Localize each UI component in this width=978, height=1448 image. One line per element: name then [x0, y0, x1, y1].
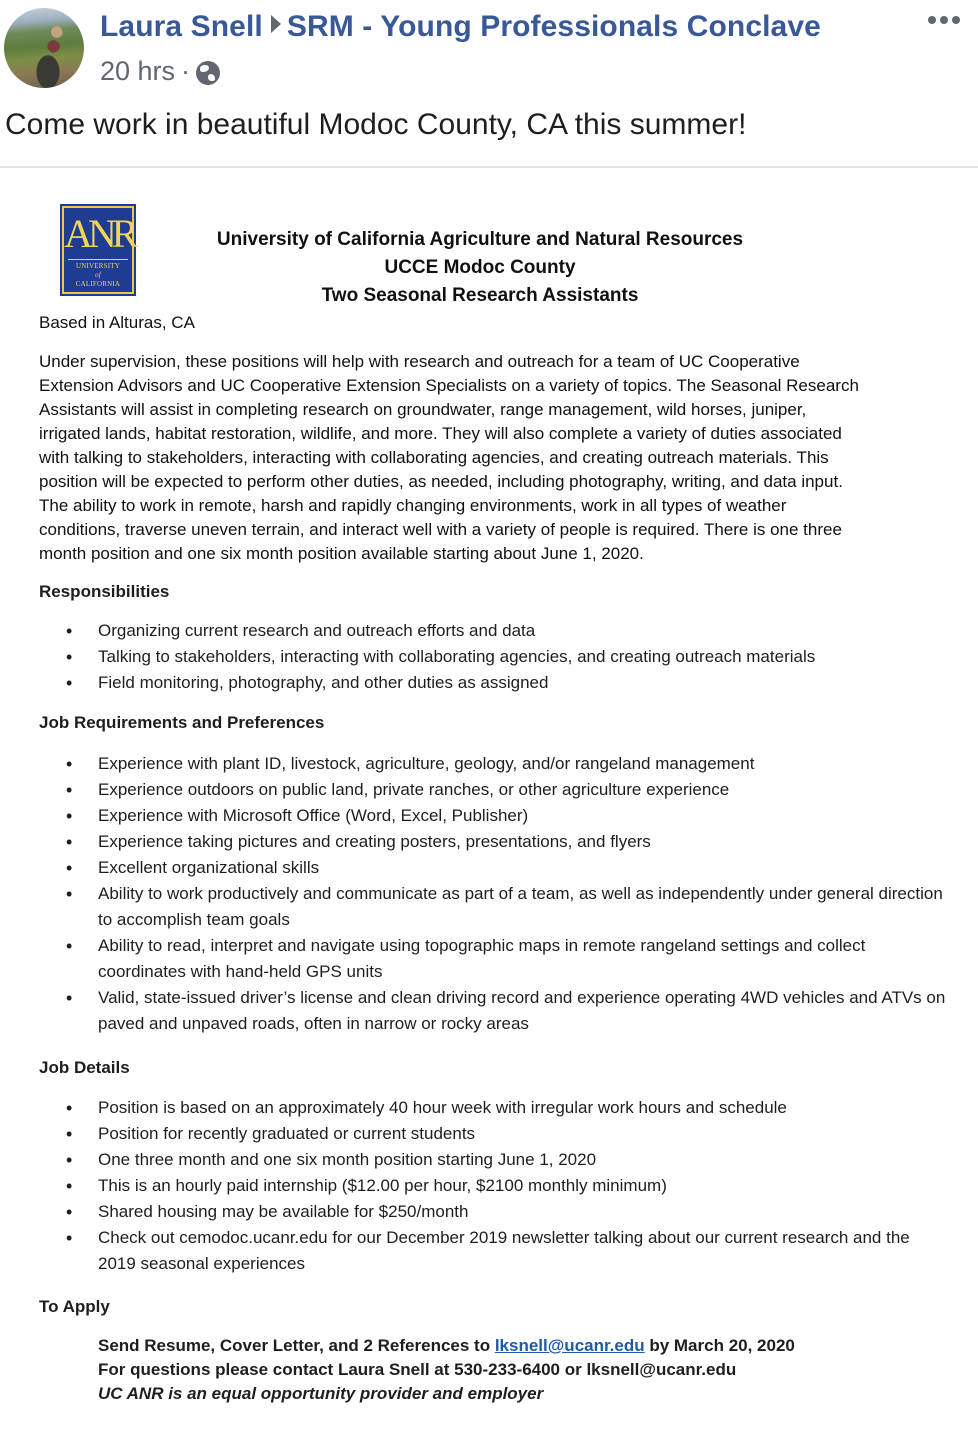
apply-instructions	[98, 1334, 795, 1406]
intro-line: conditions, traverse uneven terrain, and interact well with a variety of people is required. There is one three	[39, 520, 842, 539]
flyer-intro	[39, 350, 859, 566]
more-options-button[interactable]	[928, 16, 960, 24]
post-text: Come work in beautiful Modoc County, CA this summer!	[5, 108, 747, 141]
flyer-heading-county: UCCE Modoc County	[384, 257, 576, 278]
list-item: • Experience outdoors on public land, private ranches, or other agriculture experience	[66, 777, 946, 803]
apply-line-2: For questions please contact Laura Snell at 530-233-6400 or lksnell@ucanr.edu	[98, 1360, 737, 1379]
logo-line-2: of	[95, 271, 101, 279]
intro-line: Extension Advisors and UC Cooperative Extension Specialists on a variety of topics. The Seasonal Research	[39, 376, 859, 395]
logo-letters: ANR	[64, 211, 134, 256]
intro-line: Assistants will assist in completing research on groundwater, range management, wild horses, juniper,	[39, 400, 807, 419]
list-item: • Talking to stakeholders, interacting with collaborating agencies, and creating outreach materials	[66, 644, 946, 670]
list-item: • Position for recently graduated or current students	[66, 1121, 946, 1147]
post-title	[100, 10, 821, 44]
flyer-heading-position: Two Seasonal Research Assistants	[321, 285, 639, 306]
requirements-heading: Job Requirements and Preferences	[39, 713, 325, 732]
list-item: • Check out cemodoc.ucanr.edu for our December 2019 newsletter talking about our current research and the 2019 seasonal experiences	[66, 1225, 946, 1277]
more-options-icon-dot	[952, 16, 960, 24]
apply-text: Send Resume, Cover Letter, and 2 References to	[98, 1336, 495, 1355]
responsibilities-list	[66, 618, 946, 696]
list-item: • Experience with plant ID, livestock, agriculture, geology, and/or rangeland management	[66, 751, 946, 777]
list-item: • Valid, state-issued driver’s license and clean driving record and experience operating 4WD vehicles and ATVs on paved and unpaved roads, often in narrow or rocky areas	[66, 985, 946, 1037]
responsibilities-heading: Responsibilities	[39, 582, 170, 601]
post-meta	[100, 56, 220, 87]
intro-line: position will be expected to perform other duties, as needed, including photography, writing, and data input.	[39, 472, 843, 491]
details-heading: Job Details	[39, 1058, 130, 1077]
list-item: • Experience taking pictures and creating posters, presentations, and flyers	[66, 829, 946, 855]
intro-line: Under supervision, these positions will help with research and outreach for a team of UC Cooperative	[39, 352, 800, 371]
flyer-heading-org: University of California Agriculture and Natural Resources	[216, 229, 744, 250]
divider	[0, 166, 978, 168]
triangle-right-icon	[271, 15, 281, 33]
list-item: • Shared housing may be available for $250/month	[66, 1199, 946, 1225]
list-item: • Ability to work productively and communicate as part of a team, as well as independently under general direction to accomplish team goals	[66, 881, 946, 933]
logo-line-1: UNIVERSITY	[76, 262, 120, 270]
list-item: • Ability to read, interpret and navigate using topographic maps in remote rangeland settings and collect coordinates with hand-held GPS units	[66, 933, 946, 985]
intro-line: The ability to work in remote, harsh and rapidly changing environments, work in all types of weather	[39, 496, 787, 515]
more-options-icon	[928, 16, 936, 24]
flyer-location: Based in Alturas, CA	[39, 313, 195, 332]
list-item: • Excellent organizational skills	[66, 855, 946, 881]
apply-deadline: by March 20, 2020	[644, 1336, 795, 1355]
avatar[interactable]	[4, 8, 84, 88]
apply-heading: To Apply	[39, 1297, 110, 1316]
timestamp[interactable]: 20 hrs	[100, 56, 176, 86]
details-list	[66, 1095, 946, 1277]
equal-opportunity-statement: UC ANR is an equal opportunity provider and employer	[98, 1384, 544, 1403]
meta-separator: ·	[181, 56, 191, 86]
apply-line-1	[98, 1334, 795, 1358]
intro-line: irrigated lands, habitat restoration, wildlife, and more. They will also complete a variety of duties associated	[39, 424, 842, 443]
author-link[interactable]: Laura Snell	[100, 10, 263, 43]
list-item: • This is an hourly paid internship ($12.00 per hour, $2100 monthly minimum)	[66, 1173, 946, 1199]
list-item: • Field monitoring, photography, and other duties as assigned	[66, 670, 946, 696]
globe-icon[interactable]	[196, 61, 220, 85]
list-item: • One three month and one six month position starting June 1, 2020	[66, 1147, 946, 1173]
list-item: • Position is based on an approximately 40 hour week with irregular work hours and schedule	[66, 1095, 946, 1121]
email-link[interactable]: lksnell@ucanr.edu	[494, 1336, 645, 1355]
requirements-list	[66, 751, 946, 1037]
list-item: • Organizing current research and outreach efforts and data	[66, 618, 946, 644]
intro-line: with talking to stakeholders, interacting with collaborating agencies, and creating outreach materials. This	[39, 448, 829, 467]
group-link[interactable]: SRM - Young Professionals Conclave	[286, 10, 821, 43]
logo-line-3: CALIFORNIA	[75, 280, 121, 288]
intro-line: month position and one six month position available starting about June 1, 2020.	[39, 544, 644, 563]
more-options-icon-dot	[940, 16, 948, 24]
list-item: • Experience with Microsoft Office (Word, Excel, Publisher)	[66, 803, 946, 829]
post-header	[0, 0, 978, 100]
